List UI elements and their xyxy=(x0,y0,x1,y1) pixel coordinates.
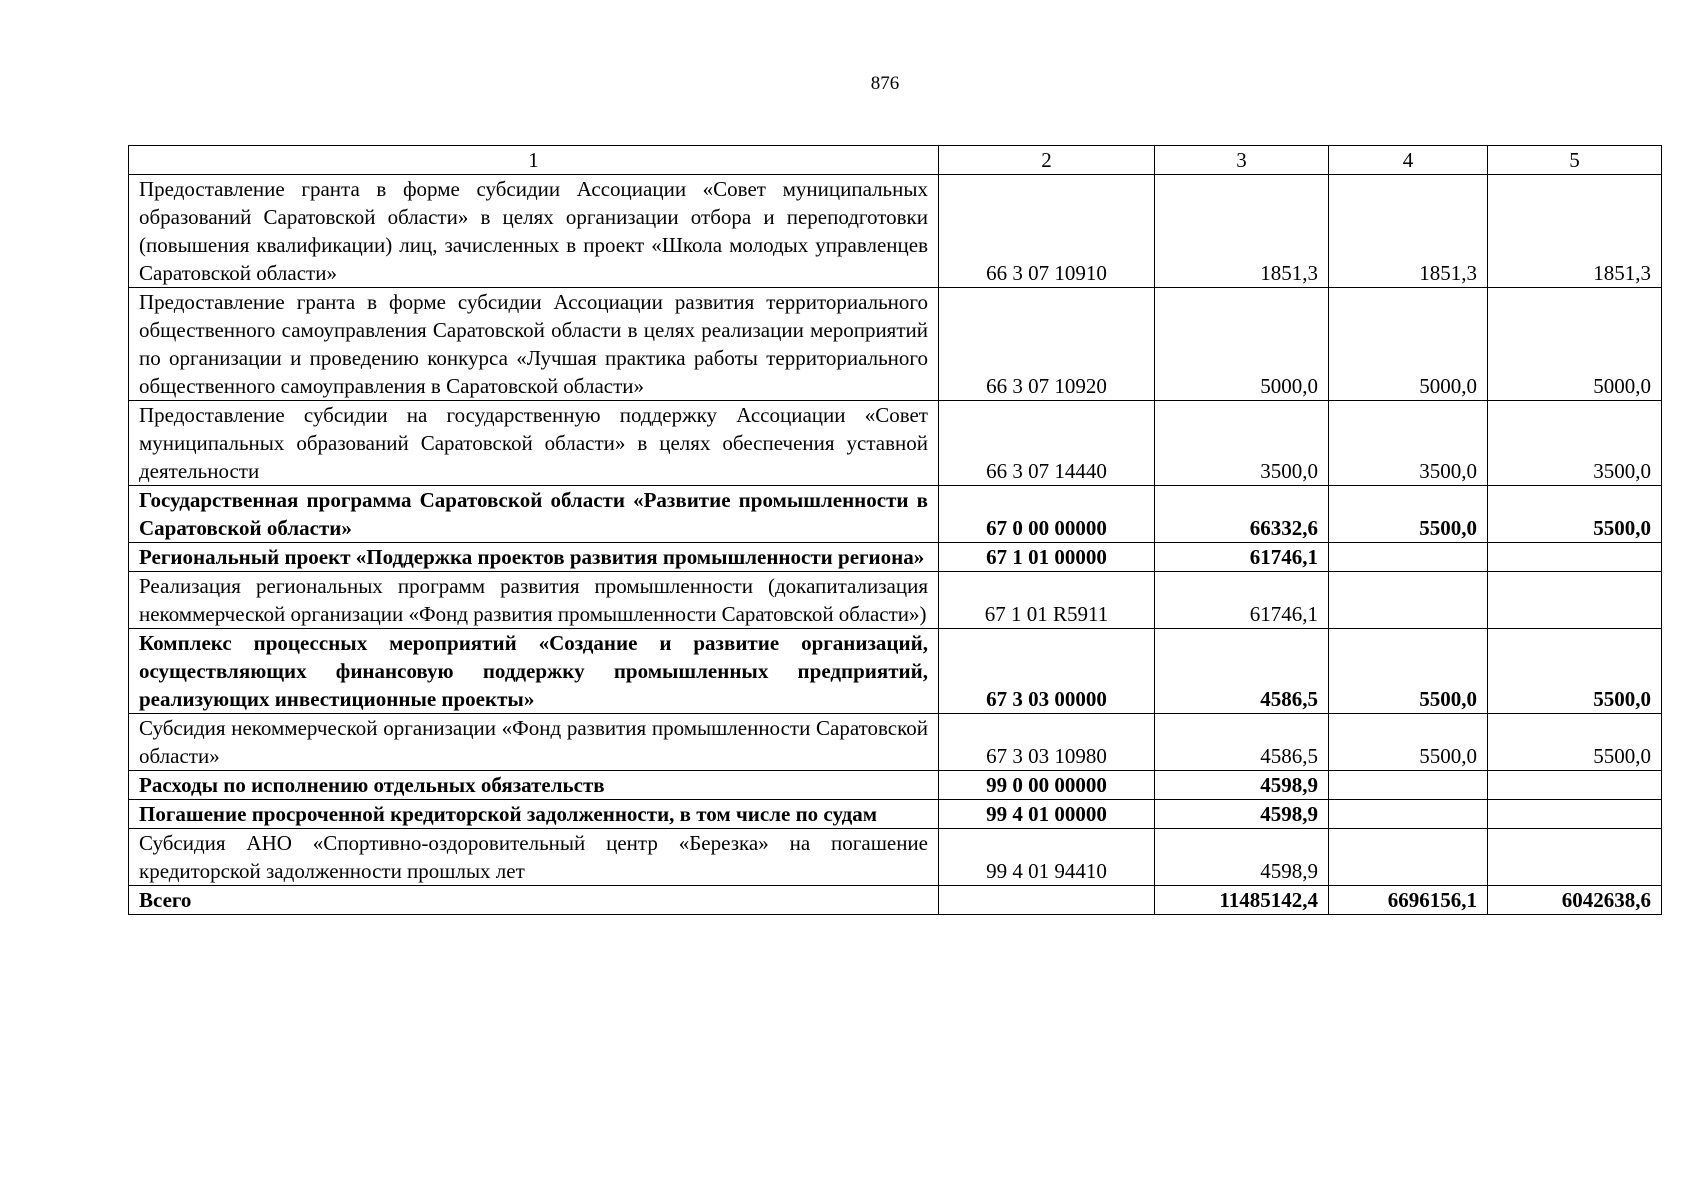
row-value-3-cell: 3500,0 xyxy=(1488,401,1662,486)
row-value-1-cell: 61746,1 xyxy=(1155,572,1329,629)
row-value-1-cell: 4586,5 xyxy=(1155,629,1329,714)
row-code-cell: 66 3 07 14440 xyxy=(939,401,1155,486)
row-value-3-cell: 5500,0 xyxy=(1488,486,1662,543)
row-value-2-cell: 5500,0 xyxy=(1329,486,1488,543)
total-value-3-cell: 6042638,6 xyxy=(1488,886,1662,915)
row-name-cell: Предоставление гранта в форме субсидии Ассоциации «Совет муниципальных образований Саратовской области» в целях организации отбора и переподготовки (повышения квалификации) лиц, зачисленных в проект «Школа молодых управленцев Саратовской области» xyxy=(129,175,939,288)
total-label-cell: Всего xyxy=(129,886,939,915)
row-value-2-cell: 5000,0 xyxy=(1329,288,1488,401)
row-value-2-cell xyxy=(1329,771,1488,800)
row-name-cell: Субсидия АНО «Спортивно-оздоровительный центр «Березка» на погашение кредиторской задолженности прошлых лет xyxy=(129,829,939,886)
page-number: 876 xyxy=(870,73,900,94)
column-number-1: 1 xyxy=(129,146,939,175)
row-value-1-cell: 4598,9 xyxy=(1155,771,1329,800)
row-value-2-cell: 1851,3 xyxy=(1329,175,1488,288)
budget-table xyxy=(128,145,1662,915)
row-value-2-cell xyxy=(1329,829,1488,886)
row-code-cell: 67 3 03 00000 xyxy=(939,629,1155,714)
row-name-cell: Государственная программа Саратовской области «Развитие промышленности в Саратовской области» xyxy=(129,486,939,543)
row-value-2-cell xyxy=(1329,800,1488,829)
row-name-cell: Предоставление субсидии на государственную поддержку Ассоциации «Совет муниципальных образований Саратовской области» в целях обеспечения уставной деятельности xyxy=(129,401,939,486)
table-row xyxy=(129,800,1662,829)
row-value-1-cell: 3500,0 xyxy=(1155,401,1329,486)
column-number-4: 4 xyxy=(1329,146,1488,175)
total-value-1-cell: 11485142,4 xyxy=(1155,886,1329,915)
row-code-cell: 99 4 01 00000 xyxy=(939,800,1155,829)
row-code-cell: 99 0 00 00000 xyxy=(939,771,1155,800)
table-row xyxy=(129,486,1662,543)
column-number-3: 3 xyxy=(1155,146,1329,175)
row-code-cell: 99 4 01 94410 xyxy=(939,829,1155,886)
row-value-1-cell: 4598,9 xyxy=(1155,829,1329,886)
row-value-1-cell: 66332,6 xyxy=(1155,486,1329,543)
row-code-cell: 67 0 00 00000 xyxy=(939,486,1155,543)
row-value-2-cell xyxy=(1329,572,1488,629)
row-code-cell: 67 1 01 R5911 xyxy=(939,572,1155,629)
column-number-row xyxy=(129,146,1662,175)
table-row xyxy=(129,288,1662,401)
row-value-1-cell: 61746,1 xyxy=(1155,543,1329,572)
row-name-cell: Погашение просроченной кредиторской задолженности, в том числе по судам xyxy=(129,800,939,829)
total-code-cell xyxy=(939,886,1155,915)
row-value-1-cell: 4598,9 xyxy=(1155,800,1329,829)
row-value-3-cell xyxy=(1488,572,1662,629)
row-value-3-cell xyxy=(1488,771,1662,800)
row-value-3-cell: 1851,3 xyxy=(1488,175,1662,288)
table-row xyxy=(129,829,1662,886)
row-name-cell: Расходы по исполнению отдельных обязательств xyxy=(129,771,939,800)
table-row xyxy=(129,175,1662,288)
row-value-2-cell: 5500,0 xyxy=(1329,629,1488,714)
row-value-1-cell: 5000,0 xyxy=(1155,288,1329,401)
row-value-3-cell: 5000,0 xyxy=(1488,288,1662,401)
row-value-1-cell: 4586,5 xyxy=(1155,714,1329,771)
row-code-cell: 67 3 03 10980 xyxy=(939,714,1155,771)
table-row xyxy=(129,543,1662,572)
table-row xyxy=(129,572,1662,629)
row-value-3-cell xyxy=(1488,829,1662,886)
row-name-cell: Региональный проект «Поддержка проектов развития промышленности региона» xyxy=(129,543,939,572)
table-row xyxy=(129,771,1662,800)
row-code-cell: 67 1 01 00000 xyxy=(939,543,1155,572)
row-value-3-cell xyxy=(1488,543,1662,572)
row-value-3-cell: 5500,0 xyxy=(1488,629,1662,714)
table-row xyxy=(129,714,1662,771)
row-value-3-cell: 5500,0 xyxy=(1488,714,1662,771)
row-code-cell: 66 3 07 10920 xyxy=(939,288,1155,401)
column-number-2: 2 xyxy=(939,146,1155,175)
row-value-2-cell: 3500,0 xyxy=(1329,401,1488,486)
table-row xyxy=(129,401,1662,486)
row-name-cell: Предоставление гранта в форме субсидии Ассоциации развития территориального общественного самоуправления Саратовской области в целях реализации мероприятий по организации и проведению конкурса «Лучшая практика работы территориального общественного самоуправления в Саратовской области» xyxy=(129,288,939,401)
row-value-2-cell: 5500,0 xyxy=(1329,714,1488,771)
table-row xyxy=(129,629,1662,714)
row-value-2-cell xyxy=(1329,543,1488,572)
row-name-cell: Комплекс процессных мероприятий «Создание и развитие организаций, осуществляющих финансовую поддержку промышленных предприятий, реализующих инвестиционные проекты» xyxy=(129,629,939,714)
row-value-1-cell: 1851,3 xyxy=(1155,175,1329,288)
column-number-5: 5 xyxy=(1488,146,1662,175)
row-name-cell: Реализация региональных программ развития промышленности (докапитализация некоммерческой организации «Фонд развития промышленности Саратовской области») xyxy=(129,572,939,629)
row-name-cell: Субсидия некоммерческой организации «Фонд развития промышленности Саратовской области» xyxy=(129,714,939,771)
total-value-2-cell: 6696156,1 xyxy=(1329,886,1488,915)
total-row xyxy=(129,886,1662,915)
row-value-3-cell xyxy=(1488,800,1662,829)
row-code-cell: 66 3 07 10910 xyxy=(939,175,1155,288)
